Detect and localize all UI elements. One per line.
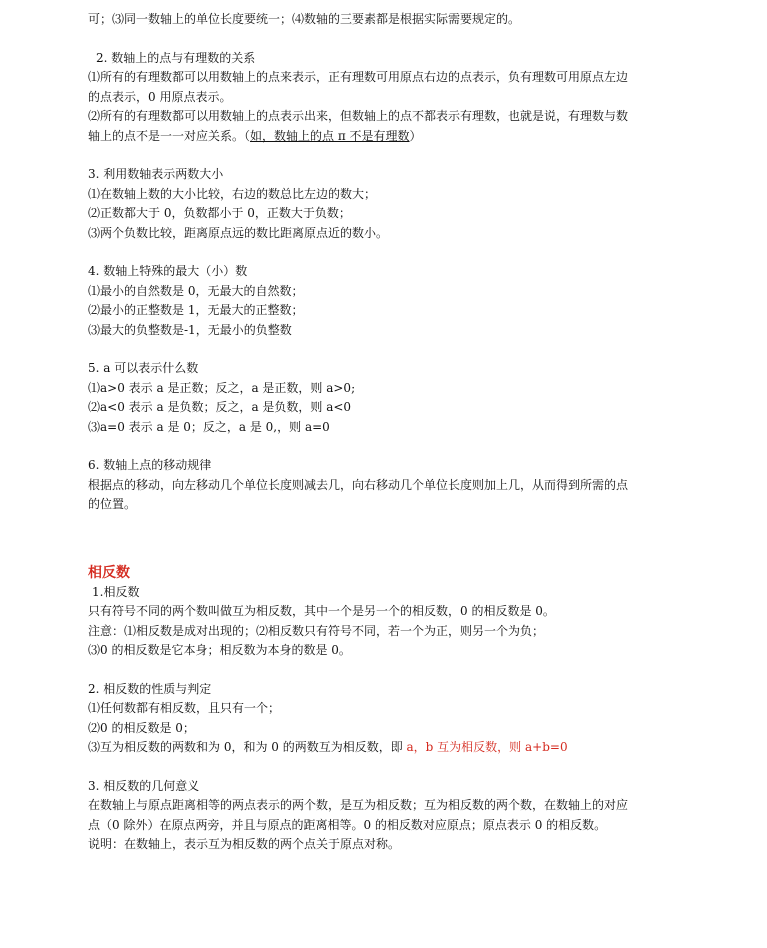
section-heading: 1.相反数 xyxy=(92,584,140,599)
text-line: ⑵最小的正整数是 1，无最大的正整数； xyxy=(88,303,304,317)
section-opposite-properties xyxy=(88,680,698,758)
text-line: ⑴a>0 表示 a 是正数；反之，a 是正数，则 a>0; xyxy=(88,380,356,395)
underlined-example: 如，数轴上的点 π 不是有理数 xyxy=(250,128,410,143)
section-compare-numbers xyxy=(88,165,698,243)
text-line: ⑶0 的相反数是它本身；相反数为本身的数是 0。 xyxy=(88,643,351,657)
text-line: 只有符号不同的两个数叫做互为相反数，其中一个是另一个的相反数，0 的相反数是 0。 xyxy=(88,604,555,618)
text-segment: ⑶互为相反数的两数和为 0，和为 0 的两数互为相反数，即 xyxy=(88,740,407,754)
section-heading: 5. a 可以表示什么数 xyxy=(88,361,199,375)
text-line: 的点表示，0 用原点表示。 xyxy=(88,89,232,104)
section-heading: 2. 相反数的性质与判定 xyxy=(88,681,212,696)
text-line: 在数轴上与原点距离相等的两点表示的两个数，是互为相反数；互为相反数的两个数，在数轴上的对应 xyxy=(88,798,629,812)
text-line: 说明：在数轴上，表示互为相反数的两个点关于原点对称。 xyxy=(88,837,401,851)
text-line xyxy=(88,127,698,147)
section-meaning-of-a xyxy=(88,359,698,437)
text-line: ⑵a<0 表示 a 是负数；反之，a 是负数，则 a<0 xyxy=(88,400,352,414)
section-heading: 6. 数轴上点的移动规律 xyxy=(88,458,212,472)
text-line: ⑵0 的相反数是 0； xyxy=(88,720,195,735)
text-line: 注意：⑴相反数是成对出现的；⑵相反数只有符号不同，若一个为正，则另一个为负； xyxy=(88,623,545,638)
section-opposite-numbers xyxy=(88,563,698,661)
section-point-movement xyxy=(88,456,698,515)
section-opposite-geometry xyxy=(88,777,698,855)
text-line: ⑴最小的自然数是 0，无最大的自然数； xyxy=(88,283,304,298)
text-line: 点（0 除外）在原点两旁，并且与原点的距离相等。0 的相反数对应原点；原点表示 0 的相反数。 xyxy=(88,817,607,832)
document-content xyxy=(88,10,698,855)
section-heading: 4. 数轴上特殊的最大（小）数 xyxy=(88,264,248,278)
text-line: ⑶a=0 表示 a 是 0；反之，a 是 0,，则 a=0 xyxy=(88,419,330,434)
section-title: 相反数 xyxy=(88,564,130,581)
text-line: ⑵正数都大于 0，负数都小于 0，正数大于负数； xyxy=(88,206,351,220)
text-line: ⑶最大的负整数是-1，无最小的负整数 xyxy=(88,322,292,337)
section-special-numbers xyxy=(88,262,698,340)
text-line: 根据点的移动，向左移动几个单位长度则减去几，向右移动几个单位长度则加上几，从而得到所需的点 xyxy=(88,477,629,492)
section-heading: 2. 数轴上的点与有理数的关系 xyxy=(96,50,256,65)
highlighted-conclusion: a，b 互为相反数，则 a+b=0 xyxy=(406,740,568,754)
text-line: ⑴在数轴上数的大小比较，右边的数总比左边的数大； xyxy=(88,186,377,201)
section-heading: 3. 利用数轴表示两数大小 xyxy=(88,167,224,181)
text-line: 可；⑶同一数轴上的单位长度要统一；⑷数轴的三要素都是根据实际需要规定的。 xyxy=(88,12,521,26)
text-segment: 轴上的点不是一一对应关系。（ xyxy=(88,128,251,143)
text-line: ⑵所有的有理数都可以用数轴上的点表示出来，但数轴上的点不都表示有理数，也就是说，有理数与数 xyxy=(88,109,629,123)
text-line: ⑴所有的有理数都可以用数轴上的点来表示，正有理数可用原点右边的点表示，负有理数可用原点左边 xyxy=(88,70,629,84)
text-line: ⑶两个负数比较，距离原点远的数比距离原点近的数小。 xyxy=(88,225,389,240)
section-number-line-points-rationals xyxy=(88,49,698,147)
text-line: ⑴任何数都有相反数，且只有一个； xyxy=(88,701,281,715)
text-line xyxy=(88,738,698,758)
text-line: 的位置。 xyxy=(88,497,137,511)
section-heading: 3. 相反数的几何意义 xyxy=(88,778,200,793)
text-segment: ） xyxy=(409,128,422,143)
